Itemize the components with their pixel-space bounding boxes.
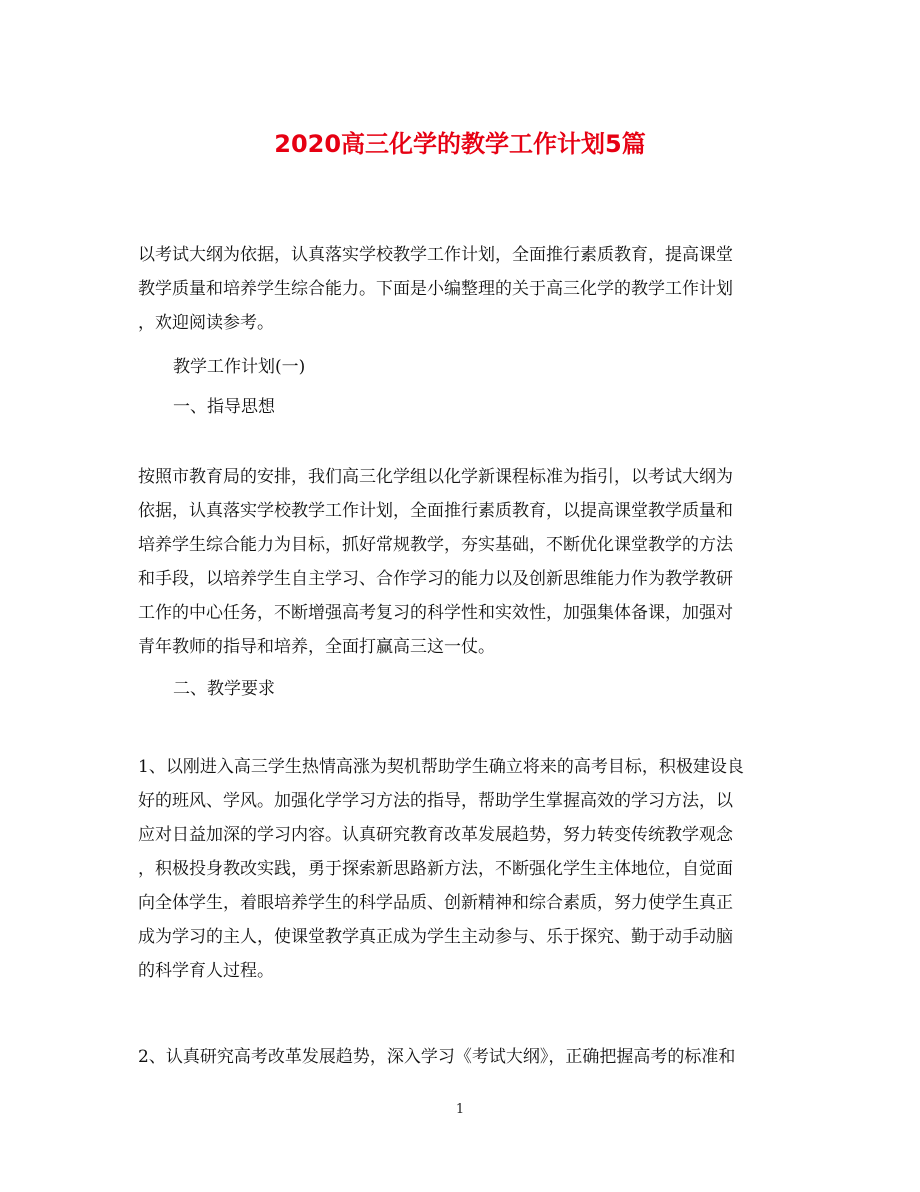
paragraph-line: 的科学育人过程。 — [138, 961, 274, 981]
paragraph-line: 培养学生综合能力为目标，抓好常规教学，夯实基础，不断优化课堂教学的方法 — [138, 535, 733, 555]
paragraph-line: 和手段，以培养学生自主学习、合作学习的能力以及创新思维能力作为教学教研 — [138, 569, 733, 589]
paragraph-line: 依据，认真落实学校教学工作计划，全面推行素质教育，以提高课堂教学质量和 — [138, 501, 733, 521]
plan-heading: 教学工作计划(一) — [173, 357, 306, 377]
section-heading-guiding-ideology: 一、指导思想 — [173, 397, 275, 417]
paragraph-line: 按照市教育局的安排，我们高三化学组以化学新课程标准为指引，以考试大纲为 — [138, 467, 733, 487]
paragraph-line: 2、认真研究高考改革发展趋势，深入学习《考试大纲》，正确把握高考的标准和 — [138, 1047, 736, 1067]
paragraph-line: ，积极投身教改实践，勇于探索新思路新方法，不断强化学生主体地位，自觉面 — [138, 859, 733, 879]
page-title: 2020高三化学的教学工作计划5篇 — [274, 130, 646, 158]
item2-paragraph — [138, 1040, 784, 1074]
intro-paragraph — [138, 238, 784, 340]
paragraph-line: 教学质量和培养学生综合能力。下面是小编整理的关于高三化学的教学工作计划 — [138, 279, 733, 299]
item1-paragraph — [138, 750, 784, 988]
paragraph-line: ，欢迎阅读参考。 — [138, 313, 274, 333]
section-heading-teaching-requirements: 二、教学要求 — [173, 679, 275, 699]
paragraph-line: 好的班风、学风。加强化学学习方法的指导，帮助学生掌握高效的学习方法，以 — [138, 791, 733, 811]
paragraph-line: 以考试大纲为依据，认真落实学校教学工作计划，全面推行素质教育，提高课堂 — [138, 245, 733, 265]
paragraph-line: 向全体学生，着眼培养学生的科学品质、创新精神和综合素质，努力使学生真正 — [138, 893, 733, 913]
paragraph-line: 应对日益加深的学习内容。认真研究教育改革发展趋势，努力转变传统教学观念 — [138, 825, 733, 845]
paragraph-line: 工作的中心任务，不断增强高考复习的科学性和实效性，加强集体备课，加强对 — [138, 603, 733, 623]
paragraph-line: 成为学习的主人，使课堂教学真正成为学生主动参与、乐于探究、勤于动手动脑 — [138, 927, 733, 947]
section1-paragraph — [138, 460, 784, 664]
paragraph-line: 青年教师的指导和培养，全面打赢高三这一仗。 — [138, 637, 495, 657]
paragraph-line: 1、以刚进入高三学生热情高涨为契机帮助学生确立将来的高考目标，积极建设良 — [138, 757, 744, 777]
page-number: 1 — [455, 1102, 465, 1117]
